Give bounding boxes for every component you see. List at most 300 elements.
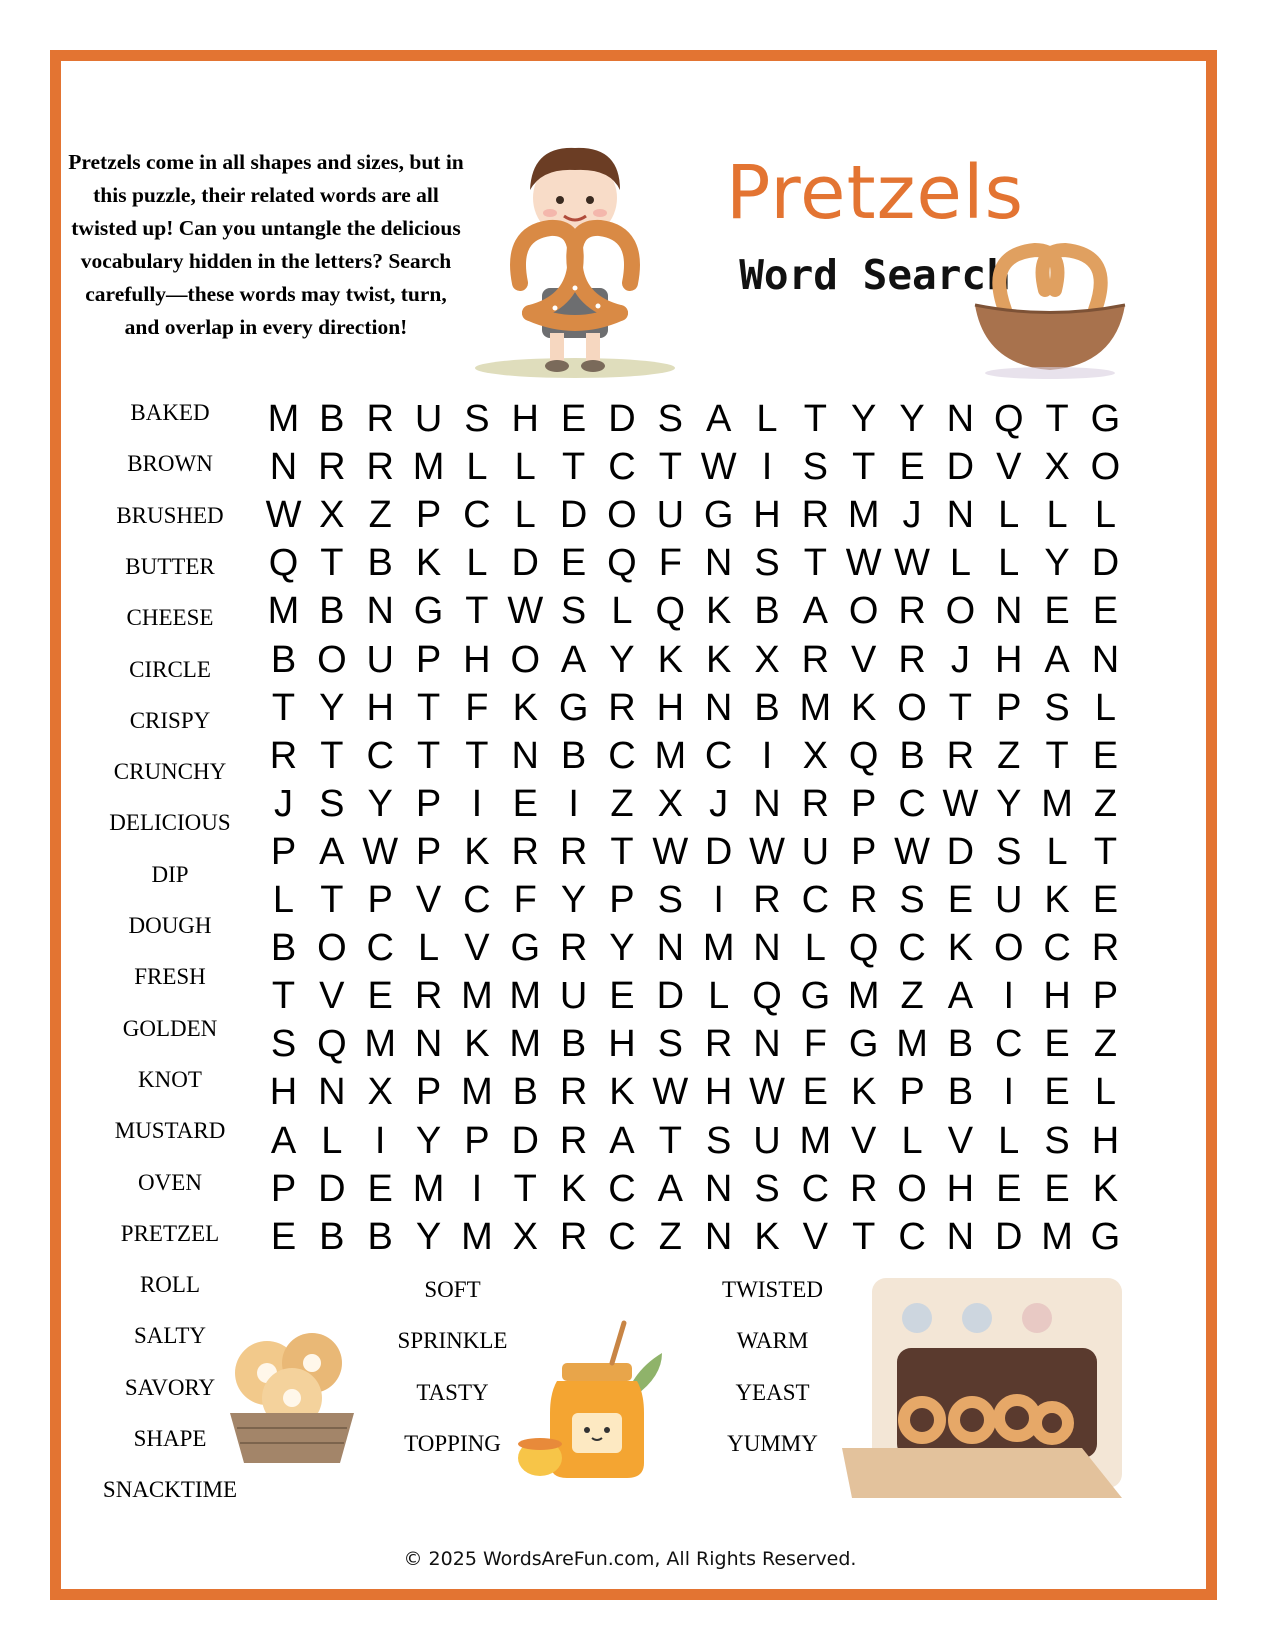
- grid-letter[interactable]: V: [319, 975, 345, 1018]
- grid-letter[interactable]: M: [461, 1071, 493, 1114]
- grid-letter[interactable]: U: [995, 879, 1023, 921]
- grid-letter[interactable]: M: [509, 1023, 542, 1066]
- grid-letter[interactable]: S: [754, 1167, 780, 1210]
- grid-letter[interactable]: C: [463, 879, 491, 921]
- grid-letter[interactable]: Z: [658, 1215, 682, 1258]
- grid-letter[interactable]: U: [753, 1119, 781, 1162]
- grid-letter[interactable]: S: [319, 782, 345, 825]
- grid-letter[interactable]: L: [998, 494, 1020, 537]
- grid-letter[interactable]: B: [560, 734, 587, 777]
- grid-letter[interactable]: M: [1041, 782, 1073, 825]
- grid-letter[interactable]: C: [1043, 927, 1071, 970]
- grid-letter[interactable]: W: [749, 1071, 785, 1114]
- grid-letter[interactable]: Q: [848, 927, 879, 970]
- grid-letter[interactable]: W: [749, 830, 785, 873]
- grid-letter[interactable]: D: [946, 446, 975, 489]
- grid-letter[interactable]: S: [1044, 1119, 1070, 1162]
- grid-letter[interactable]: R: [946, 734, 975, 777]
- grid-letter[interactable]: I: [761, 446, 773, 489]
- grid-letter[interactable]: N: [753, 782, 781, 825]
- grid-letter[interactable]: B: [947, 1071, 974, 1114]
- grid-letter[interactable]: B: [367, 1215, 393, 1258]
- grid-letter[interactable]: O: [317, 927, 347, 970]
- grid-letter[interactable]: A: [270, 1119, 297, 1162]
- grid-letter[interactable]: B: [754, 590, 780, 633]
- grid-letter[interactable]: T: [1093, 830, 1118, 873]
- grid-letter[interactable]: H: [608, 1023, 636, 1066]
- grid-letter[interactable]: L: [514, 494, 536, 537]
- grid-letter[interactable]: E: [1092, 879, 1119, 921]
- grid-letter[interactable]: E: [947, 879, 974, 921]
- grid-letter[interactable]: F: [658, 542, 682, 585]
- grid-letter[interactable]: T: [465, 590, 489, 633]
- grid-letter[interactable]: L: [1094, 494, 1116, 537]
- grid-letter[interactable]: E: [899, 446, 925, 489]
- grid-letter[interactable]: D: [1091, 542, 1120, 585]
- grid-letter[interactable]: L: [466, 446, 488, 489]
- grid-letter[interactable]: T: [948, 686, 972, 729]
- grid-letter[interactable]: R: [898, 590, 926, 633]
- grid-letter[interactable]: T: [465, 734, 489, 777]
- grid-letter[interactable]: C: [898, 782, 926, 825]
- grid-letter[interactable]: D: [995, 1215, 1023, 1258]
- grid-letter[interactable]: E: [367, 1167, 393, 1210]
- grid-letter[interactable]: P: [415, 1071, 442, 1114]
- grid-letter[interactable]: X: [1044, 446, 1070, 489]
- grid-letter[interactable]: R: [559, 1215, 588, 1258]
- grid-letter[interactable]: L: [756, 398, 778, 440]
- grid-letter[interactable]: L: [998, 542, 1020, 585]
- grid-letter[interactable]: Y: [367, 782, 393, 825]
- grid-letter[interactable]: R: [898, 638, 926, 681]
- grid-letter[interactable]: N: [318, 1071, 346, 1114]
- grid-letter[interactable]: R: [801, 782, 830, 825]
- grid-letter[interactable]: I: [471, 782, 483, 825]
- grid-letter[interactable]: T: [1045, 398, 1069, 440]
- grid-letter[interactable]: R: [269, 734, 298, 777]
- grid-letter[interactable]: G: [848, 1023, 879, 1066]
- grid-letter[interactable]: K: [609, 1071, 635, 1114]
- grid-letter[interactable]: V: [947, 1119, 974, 1162]
- grid-letter[interactable]: I: [568, 782, 579, 825]
- grid-letter[interactable]: M: [654, 734, 687, 777]
- grid-letter[interactable]: E: [560, 398, 587, 440]
- grid-letter[interactable]: V: [802, 1215, 829, 1258]
- grid-letter[interactable]: B: [270, 638, 297, 681]
- grid-letter[interactable]: Y: [1044, 542, 1070, 585]
- grid-letter[interactable]: R: [801, 638, 830, 681]
- grid-letter[interactable]: N: [704, 542, 733, 585]
- grid-letter[interactable]: E: [609, 975, 635, 1018]
- grid-letter[interactable]: W: [652, 830, 689, 873]
- grid-letter[interactable]: J: [274, 782, 293, 825]
- grid-letter[interactable]: R: [704, 1023, 733, 1066]
- grid-letter[interactable]: R: [753, 879, 781, 921]
- grid-letter[interactable]: L: [514, 446, 536, 489]
- grid-letter[interactable]: E: [560, 542, 587, 585]
- grid-letter[interactable]: N: [1091, 638, 1120, 681]
- grid-letter[interactable]: M: [847, 975, 880, 1018]
- grid-letter[interactable]: Y: [560, 879, 587, 921]
- grid-letter[interactable]: E: [1044, 1023, 1070, 1066]
- grid-letter[interactable]: M: [799, 1119, 832, 1162]
- grid-letter[interactable]: O: [848, 590, 879, 633]
- grid-letter[interactable]: M: [267, 590, 300, 633]
- grid-letter[interactable]: A: [802, 590, 829, 633]
- grid-letter[interactable]: R: [559, 830, 588, 873]
- grid-letter[interactable]: E: [270, 1215, 297, 1258]
- grid-letter[interactable]: U: [656, 494, 685, 537]
- grid-letter[interactable]: P: [851, 830, 877, 873]
- grid-letter[interactable]: X: [367, 1071, 393, 1114]
- grid-letter[interactable]: Z: [997, 734, 1021, 777]
- grid-letter[interactable]: W: [265, 494, 302, 537]
- grid-letter[interactable]: N: [946, 1215, 975, 1258]
- grid-letter[interactable]: W: [507, 590, 544, 633]
- grid-letter[interactable]: P: [609, 879, 635, 921]
- grid-letter[interactable]: U: [366, 638, 394, 681]
- grid-letter[interactable]: R: [511, 830, 539, 873]
- grid-letter[interactable]: C: [608, 446, 636, 489]
- grid-letter[interactable]: L: [1094, 1071, 1116, 1114]
- grid-letter[interactable]: F: [513, 879, 537, 921]
- grid-letter[interactable]: G: [558, 686, 589, 729]
- grid-letter[interactable]: U: [801, 830, 830, 873]
- grid-letter[interactable]: L: [949, 542, 971, 585]
- grid-letter[interactable]: P: [270, 1167, 297, 1210]
- grid-letter[interactable]: P: [851, 782, 877, 825]
- grid-letter[interactable]: M: [799, 686, 832, 729]
- grid-letter[interactable]: A: [560, 638, 587, 681]
- grid-letter[interactable]: X: [754, 638, 780, 681]
- grid-letter[interactable]: I: [761, 734, 773, 777]
- grid-letter[interactable]: X: [512, 1215, 538, 1258]
- grid-letter[interactable]: M: [1041, 1215, 1073, 1258]
- grid-letter[interactable]: G: [703, 494, 734, 537]
- grid-letter[interactable]: Z: [1093, 1023, 1118, 1066]
- grid-letter[interactable]: B: [754, 686, 780, 729]
- grid-letter[interactable]: S: [560, 590, 587, 633]
- grid-letter[interactable]: K: [705, 590, 732, 633]
- grid-letter[interactable]: U: [559, 975, 588, 1018]
- grid-letter[interactable]: H: [1043, 975, 1071, 1018]
- grid-letter[interactable]: M: [896, 1023, 928, 1066]
- grid-letter[interactable]: H: [656, 686, 685, 729]
- grid-letter[interactable]: Q: [848, 734, 879, 777]
- grid-letter[interactable]: R: [849, 879, 878, 921]
- grid-letter[interactable]: C: [801, 1167, 830, 1210]
- grid-letter[interactable]: C: [898, 1215, 926, 1258]
- grid-letter[interactable]: J: [709, 782, 729, 825]
- grid-letter[interactable]: H: [946, 1167, 975, 1210]
- grid-letter[interactable]: N: [656, 927, 685, 970]
- grid-letter[interactable]: H: [463, 638, 491, 681]
- grid-letter[interactable]: V: [415, 879, 442, 921]
- grid-letter[interactable]: L: [417, 927, 440, 970]
- grid-letter[interactable]: Q: [993, 398, 1024, 440]
- grid-letter[interactable]: S: [996, 830, 1022, 873]
- grid-letter[interactable]: P: [415, 782, 442, 825]
- grid-letter[interactable]: L: [901, 1119, 923, 1162]
- grid-letter[interactable]: F: [803, 1023, 827, 1066]
- grid-letter[interactable]: O: [317, 638, 347, 681]
- grid-letter[interactable]: L: [611, 590, 633, 633]
- grid-letter[interactable]: U: [414, 398, 443, 440]
- grid-letter[interactable]: W: [362, 830, 399, 873]
- grid-letter[interactable]: G: [1090, 398, 1121, 440]
- grid-letter[interactable]: R: [366, 398, 394, 440]
- grid-letter[interactable]: N: [366, 590, 394, 633]
- grid-letter[interactable]: R: [559, 1119, 588, 1162]
- grid-letter[interactable]: L: [1094, 686, 1116, 729]
- grid-letter[interactable]: Y: [415, 1215, 442, 1258]
- grid-letter[interactable]: H: [511, 398, 539, 440]
- grid-letter[interactable]: Y: [415, 1119, 442, 1162]
- grid-letter[interactable]: E: [996, 1167, 1022, 1210]
- grid-letter[interactable]: Q: [752, 975, 782, 1018]
- grid-letter[interactable]: S: [464, 398, 490, 440]
- grid-letter[interactable]: S: [657, 1023, 683, 1066]
- grid-letter[interactable]: A: [609, 1119, 635, 1162]
- grid-letter[interactable]: K: [754, 1215, 780, 1258]
- grid-letter[interactable]: O: [897, 1167, 927, 1210]
- grid-letter[interactable]: M: [702, 927, 735, 970]
- grid-letter[interactable]: B: [270, 927, 297, 970]
- grid-letter[interactable]: Q: [268, 542, 299, 585]
- grid-letter[interactable]: K: [464, 1023, 490, 1066]
- grid-letter[interactable]: D: [511, 1119, 539, 1162]
- grid-letter[interactable]: H: [269, 1071, 298, 1114]
- grid-letter[interactable]: R: [559, 1071, 588, 1114]
- grid-letter[interactable]: B: [319, 1215, 345, 1258]
- grid-letter[interactable]: L: [804, 927, 826, 970]
- grid-letter[interactable]: T: [658, 446, 682, 489]
- grid-letter[interactable]: K: [705, 638, 732, 681]
- grid-letter[interactable]: H: [704, 1071, 733, 1114]
- grid-letter[interactable]: N: [946, 494, 975, 537]
- grid-letter[interactable]: W: [845, 542, 882, 585]
- grid-letter[interactable]: O: [1090, 446, 1121, 489]
- grid-letter[interactable]: K: [947, 927, 974, 970]
- grid-letter[interactable]: F: [465, 686, 489, 729]
- grid-letter[interactable]: I: [374, 1119, 386, 1162]
- grid-letter[interactable]: P: [367, 879, 393, 921]
- grid-letter[interactable]: X: [319, 494, 345, 537]
- grid-letter[interactable]: N: [753, 927, 781, 970]
- grid-letter[interactable]: B: [899, 734, 925, 777]
- grid-letter[interactable]: L: [1046, 494, 1068, 537]
- grid-letter[interactable]: Q: [655, 590, 686, 633]
- grid-letter[interactable]: D: [608, 398, 636, 440]
- grid-letter[interactable]: V: [464, 927, 490, 970]
- grid-letter[interactable]: N: [946, 398, 975, 440]
- grid-letter[interactable]: B: [560, 1023, 587, 1066]
- grid-letter[interactable]: D: [559, 494, 588, 537]
- grid-letter[interactable]: E: [367, 975, 393, 1018]
- grid-letter[interactable]: S: [705, 1119, 732, 1162]
- grid-letter[interactable]: O: [993, 927, 1024, 970]
- grid-letter[interactable]: T: [513, 1167, 537, 1210]
- grid-letter[interactable]: O: [945, 590, 976, 633]
- grid-letter[interactable]: C: [608, 734, 636, 777]
- grid-letter[interactable]: A: [1044, 638, 1070, 681]
- grid-letter[interactable]: H: [995, 638, 1023, 681]
- grid-letter[interactable]: K: [851, 686, 877, 729]
- grid-letter[interactable]: C: [704, 734, 733, 777]
- grid-letter[interactable]: M: [461, 1215, 493, 1258]
- grid-letter[interactable]: R: [559, 927, 588, 970]
- grid-letter[interactable]: T: [416, 734, 441, 777]
- grid-letter[interactable]: O: [897, 686, 927, 729]
- grid-letter[interactable]: W: [700, 446, 737, 489]
- grid-letter[interactable]: T: [320, 734, 344, 777]
- grid-letter[interactable]: L: [466, 542, 488, 585]
- grid-letter[interactable]: E: [1092, 590, 1119, 633]
- grid-letter[interactable]: C: [366, 734, 394, 777]
- grid-letter[interactable]: T: [803, 542, 827, 585]
- grid-letter[interactable]: M: [364, 1023, 397, 1066]
- grid-letter[interactable]: B: [319, 590, 345, 633]
- grid-letter[interactable]: N: [704, 1215, 733, 1258]
- grid-letter[interactable]: T: [803, 398, 827, 440]
- grid-letter[interactable]: S: [657, 879, 683, 921]
- grid-letter[interactable]: P: [899, 1071, 925, 1114]
- grid-letter[interactable]: N: [704, 686, 733, 729]
- grid-letter[interactable]: T: [1045, 734, 1069, 777]
- grid-letter[interactable]: W: [894, 830, 930, 873]
- grid-letter[interactable]: T: [561, 446, 586, 489]
- grid-letter[interactable]: I: [471, 1167, 483, 1210]
- grid-letter[interactable]: Z: [1093, 782, 1118, 825]
- grid-letter[interactable]: K: [560, 1167, 587, 1210]
- grid-letter[interactable]: M: [847, 494, 880, 537]
- grid-letter[interactable]: N: [511, 734, 539, 777]
- grid-letter[interactable]: S: [754, 542, 780, 585]
- grid-letter[interactable]: B: [367, 542, 393, 585]
- grid-letter[interactable]: N: [995, 590, 1023, 633]
- grid-letter[interactable]: G: [1090, 1215, 1121, 1258]
- grid-letter[interactable]: X: [657, 782, 683, 825]
- grid-letter[interactable]: S: [1044, 686, 1070, 729]
- grid-letter[interactable]: B: [947, 1023, 974, 1066]
- grid-letter[interactable]: C: [995, 1023, 1023, 1066]
- grid-letter[interactable]: K: [657, 638, 683, 681]
- grid-letter[interactable]: K: [1044, 879, 1070, 921]
- grid-letter[interactable]: S: [657, 398, 683, 440]
- grid-letter[interactable]: N: [704, 1167, 733, 1210]
- grid-letter[interactable]: Q: [607, 542, 637, 585]
- grid-letter[interactable]: M: [267, 398, 300, 440]
- grid-letter[interactable]: T: [610, 830, 634, 873]
- grid-letter[interactable]: N: [753, 1023, 781, 1066]
- grid-letter[interactable]: L: [708, 975, 730, 1018]
- grid-letter[interactable]: M: [412, 1167, 445, 1210]
- grid-letter[interactable]: R: [849, 1167, 878, 1210]
- grid-letter[interactable]: E: [512, 782, 538, 825]
- grid-letter[interactable]: M: [509, 975, 542, 1018]
- grid-letter[interactable]: S: [899, 879, 925, 921]
- grid-letter[interactable]: I: [1003, 975, 1015, 1018]
- grid-letter[interactable]: L: [998, 1119, 1020, 1162]
- grid-letter[interactable]: T: [658, 1119, 682, 1162]
- grid-letter[interactable]: S: [270, 1023, 297, 1066]
- grid-letter[interactable]: D: [946, 830, 975, 873]
- grid-letter[interactable]: N: [269, 446, 298, 489]
- grid-letter[interactable]: E: [1044, 590, 1070, 633]
- grid-letter[interactable]: H: [753, 494, 781, 537]
- grid-letter[interactable]: X: [802, 734, 829, 777]
- grid-letter[interactable]: M: [461, 975, 493, 1018]
- grid-letter[interactable]: E: [1092, 734, 1119, 777]
- grid-letter[interactable]: C: [801, 879, 830, 921]
- grid-letter[interactable]: P: [996, 686, 1022, 729]
- grid-letter[interactable]: G: [800, 975, 831, 1018]
- grid-letter[interactable]: L: [272, 879, 295, 921]
- grid-letter[interactable]: K: [415, 542, 442, 585]
- grid-letter[interactable]: D: [318, 1167, 346, 1210]
- grid-letter[interactable]: M: [412, 446, 445, 489]
- grid-letter[interactable]: Y: [609, 638, 635, 681]
- grid-letter[interactable]: P: [270, 830, 297, 873]
- grid-letter[interactable]: R: [801, 494, 830, 537]
- grid-letter[interactable]: O: [607, 494, 637, 537]
- grid-letter[interactable]: I: [1003, 1071, 1015, 1114]
- grid-letter[interactable]: S: [802, 446, 829, 489]
- grid-letter[interactable]: R: [1091, 927, 1120, 970]
- grid-letter[interactable]: K: [512, 686, 538, 729]
- grid-letter[interactable]: Y: [851, 398, 877, 440]
- grid-letter[interactable]: J: [902, 494, 922, 537]
- grid-letter[interactable]: P: [415, 830, 442, 873]
- grid-letter[interactable]: G: [510, 927, 541, 970]
- grid-letter[interactable]: T: [271, 686, 296, 729]
- grid-letter[interactable]: E: [1044, 1071, 1070, 1114]
- grid-letter[interactable]: W: [652, 1071, 689, 1114]
- grid-letter[interactable]: W: [894, 542, 930, 585]
- grid-letter[interactable]: A: [947, 975, 974, 1018]
- grid-letter[interactable]: W: [942, 782, 979, 825]
- grid-letter[interactable]: I: [713, 879, 724, 921]
- grid-letter[interactable]: A: [657, 1167, 683, 1210]
- grid-letter[interactable]: K: [851, 1071, 877, 1114]
- grid-letter[interactable]: T: [852, 446, 876, 489]
- grid-letter[interactable]: H: [366, 686, 394, 729]
- grid-letter[interactable]: A: [319, 830, 345, 873]
- grid-letter[interactable]: Y: [996, 782, 1022, 825]
- grid-letter[interactable]: C: [898, 927, 926, 970]
- grid-letter[interactable]: R: [366, 446, 394, 489]
- grid-letter[interactable]: Z: [900, 975, 924, 1018]
- grid-letter[interactable]: Y: [609, 927, 635, 970]
- grid-letter[interactable]: E: [802, 1071, 829, 1114]
- grid-letter[interactable]: T: [416, 686, 441, 729]
- grid-letter[interactable]: H: [1091, 1119, 1120, 1162]
- grid-letter[interactable]: C: [366, 927, 394, 970]
- grid-letter[interactable]: L: [321, 1119, 343, 1162]
- grid-letter[interactable]: T: [320, 879, 344, 921]
- grid-letter[interactable]: Z: [368, 494, 392, 537]
- grid-letter[interactable]: L: [1046, 830, 1068, 873]
- grid-letter[interactable]: C: [463, 494, 491, 537]
- grid-letter[interactable]: R: [608, 686, 636, 729]
- grid-letter[interactable]: B: [319, 398, 345, 440]
- grid-letter[interactable]: D: [511, 542, 539, 585]
- grid-letter[interactable]: Z: [610, 782, 634, 825]
- grid-letter[interactable]: V: [851, 638, 877, 681]
- grid-letter[interactable]: P: [415, 494, 442, 537]
- grid-letter[interactable]: T: [852, 1215, 876, 1258]
- grid-letter[interactable]: C: [608, 1215, 636, 1258]
